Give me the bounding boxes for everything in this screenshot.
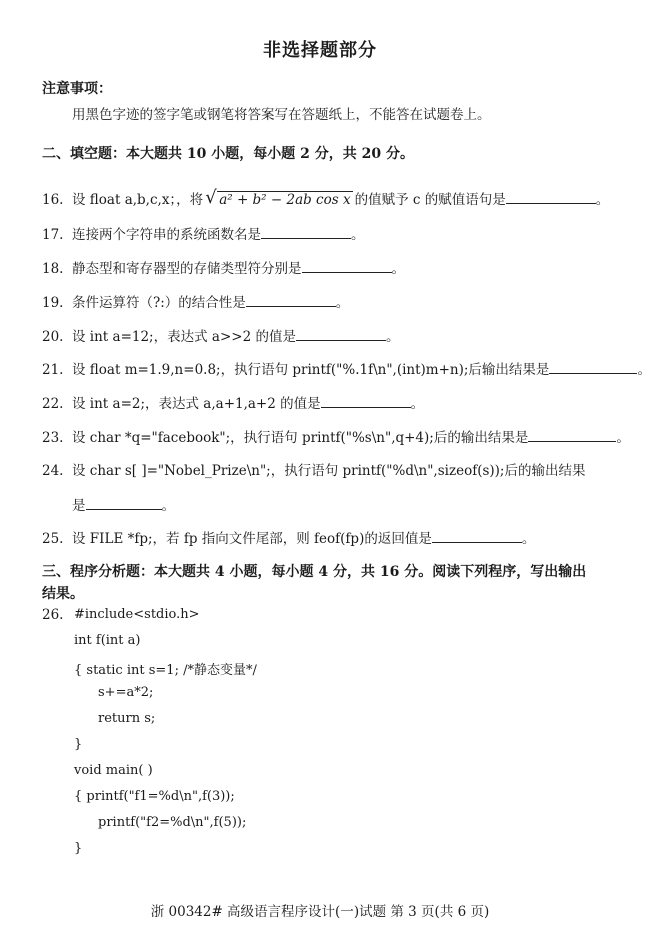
period: 。 bbox=[521, 531, 536, 547]
question-text: 设 int a=12;，表达式 a>>2 的值是 bbox=[72, 329, 296, 345]
page-title: 非选择题部分 bbox=[263, 40, 377, 61]
answer-blank bbox=[321, 395, 411, 408]
sqrt-expression: √ a² + b² − 2ab cos x bbox=[205, 187, 351, 208]
question-number: 17. bbox=[42, 227, 64, 243]
question-18 bbox=[42, 257, 405, 277]
question-number: 24. bbox=[42, 463, 64, 479]
code-line: { static int s=1; /*静态变量*/ bbox=[74, 663, 257, 678]
code-line: return s; bbox=[98, 711, 156, 726]
period: 。 bbox=[637, 362, 651, 378]
question-text: 连接两个字符串的系统函数名是 bbox=[72, 227, 261, 243]
question-number: 16. bbox=[42, 192, 64, 208]
period: 。 bbox=[616, 430, 630, 446]
question-23 bbox=[42, 426, 630, 446]
question-24-line2 bbox=[72, 494, 175, 514]
question-text: 设 int a=2;，表达式 a,a+1,a+2 的值是 bbox=[72, 396, 321, 412]
code-line: printf("f2=%d\n",f(5)); bbox=[98, 815, 247, 830]
question-number: 23. bbox=[42, 430, 64, 446]
question-number: 22. bbox=[42, 396, 64, 412]
question-text: 设 float m=1.9,n=0.8;，执行语句 printf("%.1f\n",(int)m+n);后输出结果是 bbox=[72, 362, 550, 378]
code-line: } bbox=[74, 737, 83, 752]
code-line: int f(int a) bbox=[74, 633, 141, 648]
page-footer: 浙 00342# 高级语言程序设计(一)试题 第 3 页(共 6 页) bbox=[150, 904, 490, 920]
answer-blank bbox=[432, 530, 522, 543]
code-line: void main( ) bbox=[74, 763, 153, 778]
question-22 bbox=[42, 392, 424, 412]
period: 。 bbox=[385, 329, 400, 345]
section2-heading: 二、填空题：本大题共 10 小题，每小题 2 分，共 20 分。 bbox=[42, 146, 414, 162]
question-text: 设 char s[ ]="Nobel_Prize\n";，执行语句 printf("%d\n",sizeof(s));后的输出结果 bbox=[72, 463, 586, 479]
period: 。 bbox=[351, 227, 365, 243]
notice-heading: 注意事项： bbox=[42, 81, 112, 97]
question-text-post: 的值赋予 c 的赋值语句是 bbox=[354, 192, 506, 208]
question-number: 20. bbox=[42, 329, 64, 345]
notice-body: 用黑色字迹的签字笔或钢笔将答案写在答题纸上，不能答在试题卷上。 bbox=[72, 107, 491, 123]
code-line: s+=a*2; bbox=[98, 685, 154, 700]
question-17 bbox=[42, 223, 365, 243]
answer-blank bbox=[86, 497, 162, 510]
period: 。 bbox=[595, 192, 610, 208]
question-25 bbox=[42, 527, 535, 547]
question-20 bbox=[42, 325, 399, 345]
question-number: 21. bbox=[42, 362, 64, 378]
question-26-number: 26. bbox=[42, 607, 64, 623]
question-number: 25. bbox=[42, 531, 64, 547]
question-number: 19. bbox=[42, 295, 64, 311]
answer-blank bbox=[246, 294, 336, 307]
answer-blank bbox=[528, 429, 616, 442]
answer-blank bbox=[296, 328, 386, 341]
period: 。 bbox=[391, 261, 405, 277]
section3-heading-line2: 结果。 bbox=[42, 586, 84, 602]
question-19 bbox=[42, 291, 349, 311]
question-number: 18. bbox=[42, 261, 64, 277]
question-text: 设 char *q="facebook";，执行语句 printf("%s\n",q+4);后的输出结果是 bbox=[72, 430, 529, 446]
period: 。 bbox=[335, 295, 350, 311]
question-text: 静态型和寄存器型的存储类型符分别是 bbox=[72, 261, 302, 277]
answer-blank bbox=[261, 226, 351, 239]
question-text: 是 bbox=[72, 498, 86, 514]
question-text: 条件运算符（?:）的结合性是 bbox=[72, 295, 246, 311]
question-text: 设 float a,b,c,x；，将 bbox=[72, 192, 204, 208]
period: 。 bbox=[410, 396, 425, 412]
code-line: { printf("f1=%d\n",f(3)); bbox=[74, 789, 235, 804]
question-16 bbox=[42, 188, 609, 208]
period: 。 bbox=[161, 498, 175, 514]
section3-heading: 三、程序分析题：本大题共 4 小题，每小题 4 分，共 16 分。阅读下列程序，写出输出 bbox=[42, 564, 587, 580]
question-24 bbox=[42, 459, 585, 479]
question-21 bbox=[42, 358, 651, 378]
answer-blank bbox=[506, 191, 596, 204]
code-line: } bbox=[74, 841, 83, 856]
answer-blank bbox=[549, 361, 637, 374]
question-text: 设 FILE *fp;，若 fp 指向文件尾部，则 feof(fp)的返回值是 bbox=[72, 531, 432, 547]
code-line: #include<stdio.h> bbox=[74, 607, 200, 622]
answer-blank bbox=[302, 260, 392, 273]
